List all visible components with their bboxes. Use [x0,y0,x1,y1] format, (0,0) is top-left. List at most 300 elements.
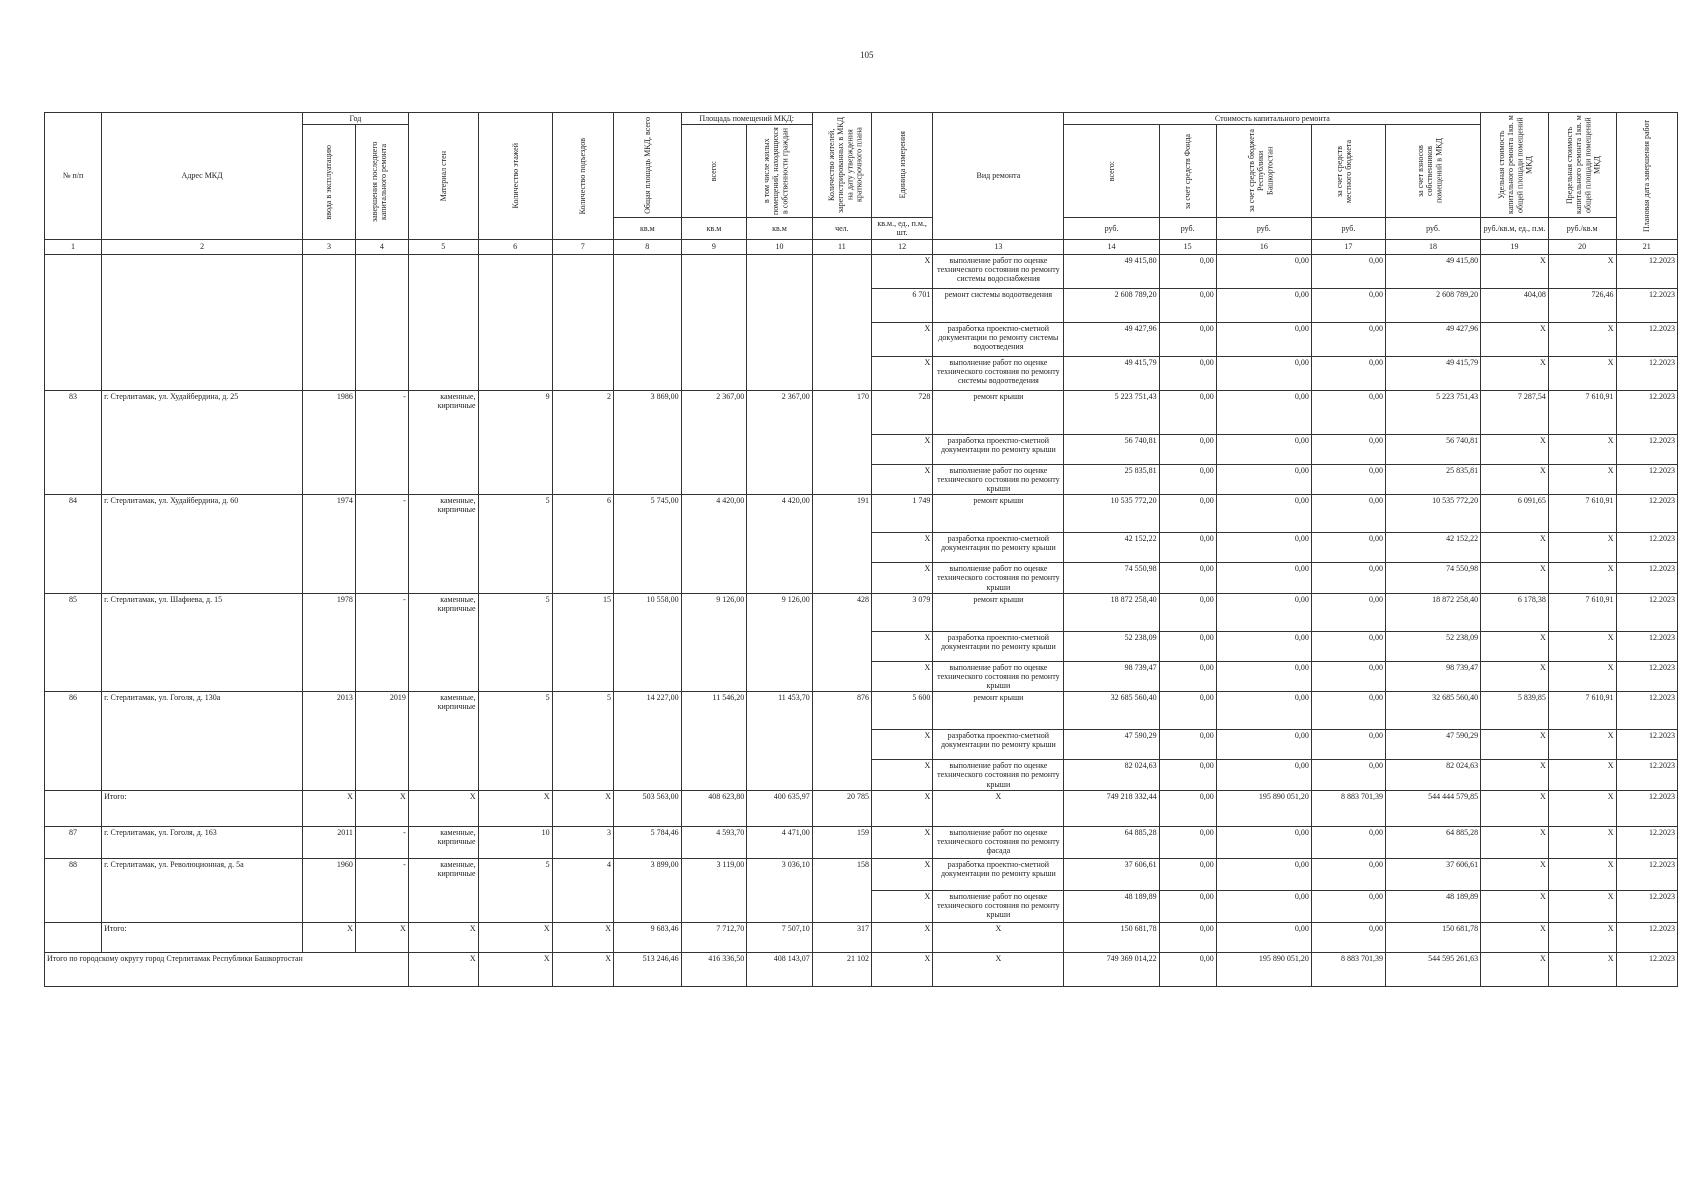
cell-fl: 10 [478,826,552,858]
cell-area: 9 683,46 [613,922,681,952]
column-number: 2 [102,239,303,254]
cell-c17: 0,00 [1311,593,1385,631]
cell-ent: 5 [552,692,613,730]
cell-c19: X [1481,826,1549,858]
cell-work: выполнение работ по оценке технического состояния по ремонту крыши [933,890,1064,922]
cell-y1 [303,288,356,322]
cell-c14: 52 238,09 [1064,631,1159,661]
grand-total-work: X [933,952,1064,986]
cell-y1 [303,356,356,390]
cell-fl [478,563,552,594]
cell-p_all [681,464,747,495]
col-repair-type: Вид ремонта [933,113,1064,240]
cell-y2 [355,563,408,594]
cell-c18: 74 550,98 [1385,563,1480,594]
cell-c20: 726,46 [1548,288,1616,322]
cell-res [812,890,871,922]
cell-fl: X [478,922,552,952]
cell-c15: 0,00 [1159,356,1216,390]
grand-total-c15: 0,00 [1159,952,1216,986]
cell-y1 [303,533,356,563]
cell-c18: 2 608 789,20 [1385,288,1480,322]
table-row [45,593,1678,631]
cell-c17: 0,00 [1311,826,1385,858]
cell-c18: 544 444 579,85 [1385,790,1480,826]
cell-mat: каменные, кирпичные [408,692,478,730]
column-number: 7 [552,239,613,254]
cell-c14: 42 152,22 [1064,533,1159,563]
cell-addr: г. Стерлитамак, ул. Худайбердина, д. 25 [102,390,303,434]
cell-c20: 7 610,91 [1548,692,1616,730]
unit-cost-all: руб. [1064,218,1159,239]
cell-y1 [303,890,356,922]
grand-total-mat: X [408,952,478,986]
cell-c19: X [1481,464,1549,495]
cell-area: 3 899,00 [613,858,681,890]
cell-y1 [303,434,356,464]
cell-work: разработка проектно-сметной документации по ремонту крыши [933,730,1064,760]
cell-p_all [681,661,747,692]
cell-c15: 0,00 [1159,826,1216,858]
cell-y1: 1974 [303,495,356,533]
cell-c20: 7 610,91 [1548,390,1616,434]
col-floors: Количество этажей [478,113,552,240]
column-number: 10 [747,239,813,254]
cell-p_all [681,254,747,288]
cell-c19: X [1481,563,1549,594]
cell-c19: X [1481,922,1549,952]
cell-p_own [747,760,813,791]
col-cost-owners: за счет взносов собственников помещений в МКД [1385,125,1480,218]
cell-y1 [303,464,356,495]
cell-c17: 0,00 [1311,533,1385,563]
cell-addr: г. Стерлитамак, ул. Гоголя, д. 130а [102,692,303,730]
unit-cost-fund: руб. [1159,218,1216,239]
cell-c17: 0,00 [1311,356,1385,390]
cell-c14: 82 024,63 [1064,760,1159,791]
cell-res [812,533,871,563]
cell-c14: 2 608 789,20 [1064,288,1159,322]
cell-p_all [681,730,747,760]
cell-no [45,288,102,322]
column-number: 18 [1385,239,1480,254]
grand-total-unit: X [871,952,932,986]
cell-c16: 0,00 [1216,692,1311,730]
cell-unit: 728 [871,390,932,434]
cell-fl [478,760,552,791]
cell-c15: 0,00 [1159,390,1216,434]
cell-area: 10 558,00 [613,593,681,631]
cell-p_own: 2 367,00 [747,390,813,434]
cell-c18: 52 238,09 [1385,631,1480,661]
cell-c21: 12.2023 [1616,692,1678,730]
table-row [45,356,1678,390]
cell-no: 85 [45,593,102,631]
cell-p_all: 7 712,70 [681,922,747,952]
cell-y2 [355,661,408,692]
cell-c19: 5 839,85 [1481,692,1549,730]
cell-c15: 0,00 [1159,858,1216,890]
cell-unit: X [871,730,932,760]
cell-no [45,464,102,495]
cell-c16: 0,00 [1216,495,1311,533]
col-wall-material: Материал стен [408,113,478,240]
cell-no [45,760,102,791]
cell-addr: г. Стерлитамак, ул. Шафиева, д. 15 [102,593,303,631]
cell-p_own: 7 507,10 [747,922,813,952]
table-row [45,826,1678,858]
cell-c21: 12.2023 [1616,563,1678,594]
cell-mat [408,254,478,288]
table-row [45,692,1678,730]
cell-no [45,434,102,464]
grand-total-c14: 749 369 014,22 [1064,952,1159,986]
cell-c17: 0,00 [1311,692,1385,730]
cell-unit: X [871,434,932,464]
cell-y2: X [355,922,408,952]
cell-fl [478,434,552,464]
cell-addr: г. Стерлитамак, ул. Гоголя, д. 163 [102,826,303,858]
table-row [45,730,1678,760]
cell-y2 [355,254,408,288]
repair-plan-table [44,112,1678,987]
cell-y2 [355,356,408,390]
cell-c18: 150 681,78 [1385,922,1480,952]
cell-no [45,890,102,922]
cell-mat [408,464,478,495]
cell-fl [478,322,552,356]
cell-res [812,434,871,464]
grand-total-fl: X [478,952,552,986]
cell-c16: 0,00 [1216,826,1311,858]
cell-c18: 48 189,89 [1385,890,1480,922]
cell-c19: 404,08 [1481,288,1549,322]
cell-unit: X [871,922,932,952]
cell-c17: 0,00 [1311,922,1385,952]
table-header [45,113,1678,255]
cell-no [45,322,102,356]
cell-area [613,322,681,356]
cell-y1 [303,661,356,692]
cell-p_all [681,288,747,322]
column-number: 16 [1216,239,1311,254]
cell-addr: г. Стерлитамак, ул. Революционная, д. 5а [102,858,303,890]
table-body [45,254,1678,986]
cell-res [812,288,871,322]
cell-c14: 749 218 332,44 [1064,790,1159,826]
cell-c21: 12.2023 [1616,790,1678,826]
table-row [45,563,1678,594]
cell-c16: 0,00 [1216,533,1311,563]
cell-y2 [355,730,408,760]
cell-work: ремонт крыши [933,593,1064,631]
cell-area: 3 869,00 [613,390,681,434]
cell-c21: 12.2023 [1616,730,1678,760]
table-row [45,661,1678,692]
cell-c17: 0,00 [1311,322,1385,356]
cell-c14: 10 535 772,20 [1064,495,1159,533]
table-row [45,288,1678,322]
table-row [45,434,1678,464]
cell-ent [552,563,613,594]
cell-c14: 56 740,81 [1064,434,1159,464]
cell-c14: 49 427,96 [1064,322,1159,356]
cell-fl: 5 [478,593,552,631]
cell-c18: 56 740,81 [1385,434,1480,464]
cell-p_all: 408 623,80 [681,790,747,826]
cell-addr [102,760,303,791]
cell-mat: X [408,790,478,826]
cell-c17: 0,00 [1311,254,1385,288]
cell-area [613,434,681,464]
cell-c20: X [1548,760,1616,791]
cell-c17: 0,00 [1311,495,1385,533]
cell-c16: 0,00 [1216,563,1311,594]
cell-c18: 49 427,96 [1385,322,1480,356]
cell-c20: X [1548,254,1616,288]
cell-c14: 49 415,79 [1064,356,1159,390]
cell-work: X [933,790,1064,826]
cell-y2: - [355,495,408,533]
cell-addr [102,464,303,495]
cell-p_all: 4 420,00 [681,495,747,533]
cell-y2 [355,434,408,464]
cell-ent: 15 [552,593,613,631]
cell-addr [102,322,303,356]
subtotal-row [45,922,1678,952]
cell-addr [102,434,303,464]
cell-y2: - [355,593,408,631]
cell-c17: 0,00 [1311,890,1385,922]
cell-mat [408,890,478,922]
cell-ent [552,890,613,922]
cell-c17: 0,00 [1311,730,1385,760]
cell-no: 87 [45,826,102,858]
cell-unit: 1 749 [871,495,932,533]
cell-c20: X [1548,434,1616,464]
cell-area [613,533,681,563]
cell-c16: 195 890 051,20 [1216,790,1311,826]
grand-total-c18: 544 595 261,63 [1385,952,1480,986]
col-premises-fund: в том числе жилых помещений, находящихся в собственности граждан [747,125,813,218]
col-year: Год [303,113,409,125]
col-year-commission: ввода в эксплуатацию [303,125,356,239]
cell-c14: 48 189,89 [1064,890,1159,922]
cell-c14: 150 681,78 [1064,922,1159,952]
cell-c16: 0,00 [1216,631,1311,661]
column-number: 9 [681,239,747,254]
cell-p_own [747,464,813,495]
cell-work: ремонт крыши [933,495,1064,533]
cell-y1 [303,730,356,760]
cell-no [45,563,102,594]
table-row [45,495,1678,533]
cell-ent: X [552,922,613,952]
cell-work: выполнение работ по оценке технического состояния по ремонту крыши [933,464,1064,495]
cell-c21: 12.2023 [1616,661,1678,692]
cell-res: 170 [812,390,871,434]
grand-total-c17: 8 883 701,39 [1311,952,1385,986]
table-row [45,322,1678,356]
cell-c15: 0,00 [1159,495,1216,533]
cell-res: 159 [812,826,871,858]
cell-c19: X [1481,254,1549,288]
cell-c19: X [1481,631,1549,661]
cell-unit: X [871,826,932,858]
cell-c15: 0,00 [1159,322,1216,356]
cell-y2 [355,322,408,356]
cell-y2: X [355,790,408,826]
cell-area: 503 563,00 [613,790,681,826]
column-number-row [45,239,1678,254]
cell-c16: 0,00 [1216,288,1311,322]
cell-c19: X [1481,730,1549,760]
cell-unit: 5 600 [871,692,932,730]
cell-c18: 18 872 258,40 [1385,593,1480,631]
cell-p_own [747,288,813,322]
table-row [45,760,1678,791]
grand-total-label: Итого по городскому округу город Стерлитамак Республики Башкортостан [45,952,409,986]
cell-c18: 49 415,79 [1385,356,1480,390]
cell-addr [102,730,303,760]
cell-c20: X [1548,890,1616,922]
cell-ent [552,760,613,791]
column-number: 14 [1064,239,1159,254]
cell-work: разработка проектно-сметной документации по ремонту крыши [933,533,1064,563]
cell-y2: - [355,826,408,858]
cell-c14: 18 872 258,40 [1064,593,1159,631]
cell-addr [102,563,303,594]
cell-c21: 12.2023 [1616,464,1678,495]
cell-c17: 0,00 [1311,661,1385,692]
cell-c17: 0,00 [1311,563,1385,594]
col-year-last-repair: завершения последнего капитального ремонта [355,125,408,239]
cell-area: 5 784,46 [613,826,681,858]
col-entrances: Количество подъездов [552,113,613,240]
cell-c15: 0,00 [1159,434,1216,464]
cell-c19: X [1481,533,1549,563]
grand-total-c20: X [1548,952,1616,986]
cell-mat [408,533,478,563]
cell-mat: каменные, кирпичные [408,390,478,434]
cell-mat [408,661,478,692]
cell-c20: X [1548,356,1616,390]
cell-addr [102,254,303,288]
cell-y2 [355,464,408,495]
cell-work: выполнение работ по оценке технического состояния по ремонту системы водоснабжения [933,254,1064,288]
grand-total-p_own: 408 143,07 [747,952,813,986]
cell-res [812,322,871,356]
cell-c16: 0,00 [1216,464,1311,495]
cell-no [45,661,102,692]
cell-area [613,631,681,661]
cell-work: выполнение работ по оценке технического состояния по ремонту крыши [933,563,1064,594]
cell-res: 158 [812,858,871,890]
cell-p_own [747,661,813,692]
cell-unit: X [871,790,932,826]
cell-c18: 25 835,81 [1385,464,1480,495]
cell-ent [552,434,613,464]
cell-addr: г. Стерлитамак, ул. Худайбердина, д. 60 [102,495,303,533]
grand-total-c21: 12.2023 [1616,952,1678,986]
cell-y2 [355,533,408,563]
unit-cost-local: руб. [1311,218,1385,239]
unit-cost-republic: руб. [1216,218,1311,239]
cell-c16: 0,00 [1216,356,1311,390]
cell-work: выполнение работ по оценке технического состояния по ремонту фасада [933,826,1064,858]
cell-c14: 74 550,98 [1064,563,1159,594]
cell-c21: 12.2023 [1616,826,1678,858]
cell-fl: X [478,790,552,826]
cell-ent: 4 [552,858,613,890]
cell-no: 83 [45,390,102,434]
cell-res [812,563,871,594]
cell-y2 [355,631,408,661]
cell-c14: 98 739,47 [1064,661,1159,692]
cell-area: 5 745,00 [613,495,681,533]
cell-p_all [681,533,747,563]
col-premises-total: всего: [681,125,747,218]
cell-c14: 47 590,29 [1064,730,1159,760]
cell-c16: 0,00 [1216,730,1311,760]
cell-mat [408,356,478,390]
table-row [45,631,1678,661]
table-row [45,533,1678,563]
cell-fl [478,631,552,661]
cell-c19: X [1481,661,1549,692]
cell-no [45,922,102,952]
cell-c14: 25 835,81 [1064,464,1159,495]
cell-c14: 64 885,28 [1064,826,1159,858]
cell-p_all: 4 593,70 [681,826,747,858]
cell-ent: 3 [552,826,613,858]
cell-y1: 2013 [303,692,356,730]
cell-work: выполнение работ по оценке технического состояния по ремонту крыши [933,760,1064,791]
cell-c16: 0,00 [1216,922,1311,952]
cell-y1: 2011 [303,826,356,858]
cell-c15: 0,00 [1159,631,1216,661]
cell-addr [102,356,303,390]
cell-y2 [355,760,408,791]
column-number: 13 [933,239,1064,254]
cell-p_all [681,563,747,594]
cell-y2 [355,890,408,922]
cell-mat [408,563,478,594]
cell-c15: 0,00 [1159,922,1216,952]
cell-area [613,563,681,594]
cell-p_own: 3 036,10 [747,858,813,890]
cell-p_own: 4 420,00 [747,495,813,533]
cell-c19: 6 091,65 [1481,495,1549,533]
cell-c20: 7 610,91 [1548,495,1616,533]
cell-mat: каменные, кирпичные [408,593,478,631]
cell-c15: 0,00 [1159,593,1216,631]
cell-unit: X [871,464,932,495]
cell-p_own: 4 471,00 [747,826,813,858]
cell-c16: 0,00 [1216,434,1311,464]
table-row [45,464,1678,495]
cell-addr [102,533,303,563]
cell-c20: X [1548,790,1616,826]
cell-work: ремонт крыши [933,692,1064,730]
cell-c18: 10 535 772,20 [1385,495,1480,533]
cell-c18: 98 739,47 [1385,661,1480,692]
cell-res [812,254,871,288]
cell-fl [478,661,552,692]
cell-c17: 0,00 [1311,858,1385,890]
cell-mat [408,322,478,356]
grand-total-row [45,952,1678,986]
